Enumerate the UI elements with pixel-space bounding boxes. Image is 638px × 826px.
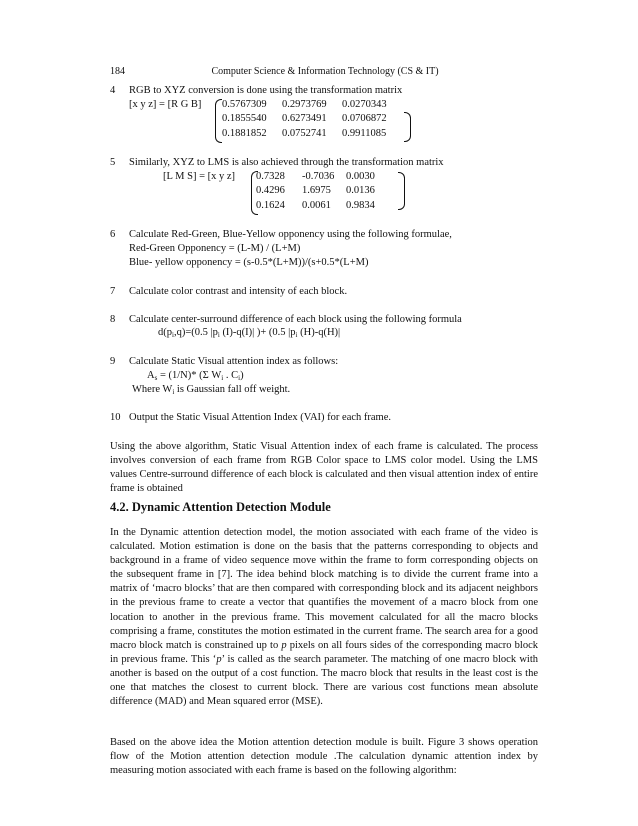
paragraph-dynamic-model: In the Dynamic attention detection model, the motion associated with each frame of the video is calculated. Motion estimation is done on the basis that the patterns corresponding to objects and background in a frame of video sequence move within the frame to form corresponding objects on the subsequent frame in [7]. The idea behind block matching is to divide the current frame into a matrix of ‘macro blocks’ that are then compared with corresponding block and its adjacent neighbors in the previous frame to create a vector that quantifies the movement of a macro block from one location to another in the previous frame. This movement calculated for all the macro blocks comprising a frame, constitutes the motion estimated in the current frame. The search area for a good macro block match is constrained up to p pixels on all fours sides of the corresponding macro block in previous frame. This ‘p’ is called as the search parameter. The matching of one macro block with another is based on the output of a cost function. The macro block that results in the least cost is the one that matches the closest to current block. There are various cost functions mean absolute difference (MAD) and Mean squared error (MSE).	[110, 527, 538, 708]
step-text: Similarly, XYZ to LMS is also achieved through the transformation matrix	[129, 157, 444, 168]
step-number: 4	[110, 85, 116, 96]
step-number: 5	[110, 157, 116, 168]
step-text: Calculate Red-Green, Blue-Yellow opponency using the following formulae,	[129, 229, 452, 240]
section-heading: 4.2. Dynamic Attention Detection Module	[110, 500, 331, 514]
matrix2-lhs: [L M S] = [x y z]	[163, 171, 236, 182]
formula-red-green: Red-Green Opponency = (L-M) / (L+M)	[129, 243, 301, 254]
step-number: 7	[110, 286, 116, 297]
matrix1-left-bracket	[215, 99, 222, 143]
step-number: 8	[110, 314, 116, 325]
page-number: 184	[110, 66, 125, 77]
matrix-row: 0.7328 -0.7036 0.0030	[256, 171, 375, 182]
formula-vai: $A_s = (1/N)*$ (Σ $W_i$ . $C_i$)	[147, 370, 244, 382]
step-number: 9	[110, 356, 116, 367]
matrix1	[222, 98, 402, 141]
paragraph-static-summary: Using the above algorithm, Static Visual Attention index of each frame is calculated. The process involves conversion of each frame from RGB Color space to LMS color model. Using the LMS values Centre-surround difference of each block is calculated and then visual attention index of entire frame is obtained	[110, 441, 538, 495]
running-title: Computer Science & Information Technology (CS & IT)	[211, 66, 439, 77]
step-number: 6	[110, 229, 116, 240]
step-text: RGB to XYZ conversion is done using the transformation matrix	[129, 85, 403, 96]
step-number: 10	[110, 412, 121, 423]
matrix-row: 0.5767309 0.2973769 0.0270343	[222, 99, 387, 110]
matrix2	[256, 170, 390, 213]
matrix-row: 0.1624 0.0061 0.9834	[256, 199, 375, 211]
formula-center-surround: $d(p_i,q)=(0.5$ $|p_i$ (I)-q(I)| )+ (0.5 $|p_i$ (H)-q(H)|	[158, 327, 341, 339]
paragraph-motion-module: Based on the above idea the Motion attention detection module is built. Figure 3 shows operation flow of the Motion attention detection module .The calculation dynamic attention index by measuring motion associated with each frame is based on the following algorithm:	[110, 737, 538, 777]
matrix-row: 0.4296 1.6975 0.0136	[256, 185, 375, 197]
matrix-row: 0.1855540 0.6273491 0.0706872	[222, 113, 387, 125]
formula-blue-yellow: Blue- yellow opponency = (s-0.5*(L+M))/(s+0.5*(L+M)	[129, 257, 369, 268]
step-text: Calculate center-surround difference of each block using the following formula	[129, 314, 462, 325]
step-text: Calculate Static Visual attention index as follows:	[129, 356, 339, 367]
step-text: Output the Static Visual Attention Index (VAI) for each frame.	[129, 412, 391, 423]
matrix-row: 0.1881852 0.0752741 0.9911085	[222, 127, 387, 139]
matrix1-right-bracket	[404, 112, 411, 142]
matrix2-right-bracket	[398, 172, 405, 210]
matrix1-lhs: [x y z] = [R G B]	[129, 99, 202, 110]
formula-where: Where $W_i$ is Gaussian fall off weight.	[132, 384, 291, 396]
step-text: Calculate color contrast and intensity of each block.	[129, 286, 348, 297]
